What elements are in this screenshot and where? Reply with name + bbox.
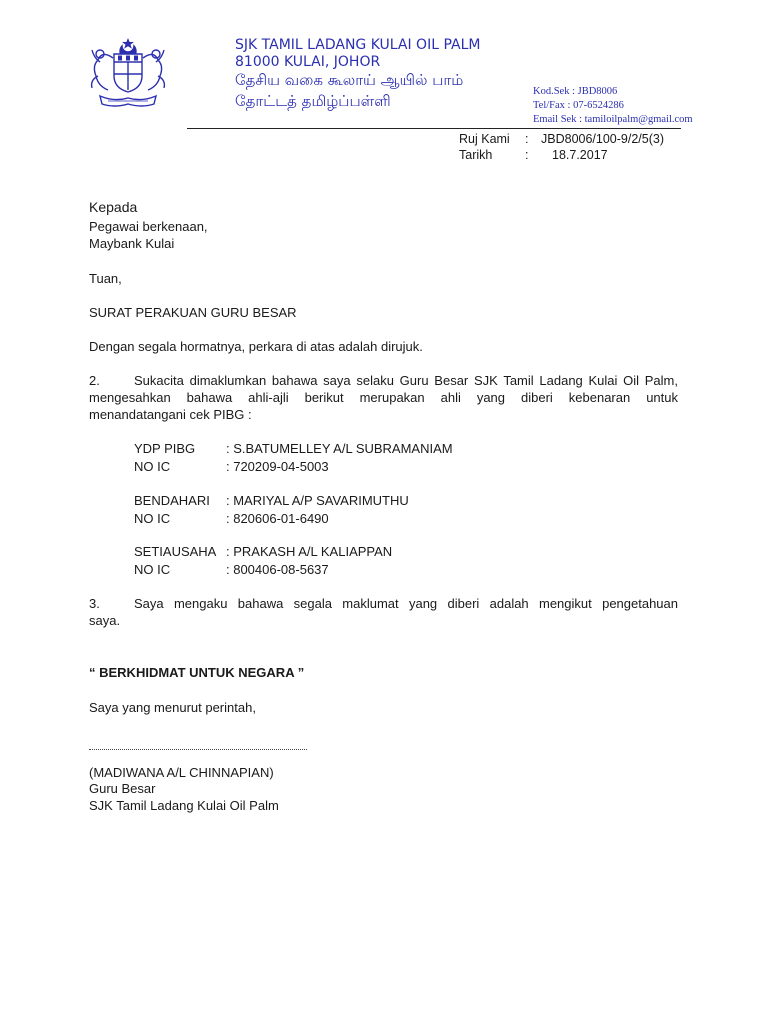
member-role: BENDAHARI (134, 493, 210, 508)
member-ydp (134, 440, 453, 476)
member-role: YDP PIBG (134, 441, 196, 456)
ruj-label: Ruj Kami (459, 132, 510, 146)
opening-line: Dengan segala hormatnya, perkara di atas adalah dirujuk. (89, 339, 423, 354)
member-setiausaha (134, 543, 392, 579)
member-ic-label: NO IC (134, 562, 171, 577)
para2-line3: menandatangani cek PIBG : (89, 407, 252, 422)
recipient-kepada: Kepada (89, 199, 138, 215)
salutation: Tuan, (89, 271, 122, 286)
member-ic: : 720209-04-5003 (226, 459, 329, 474)
signatory-name: (MADIWANA A/L CHINNAPIAN) (89, 765, 274, 780)
school-address: 81000 KULAI, JOHOR (235, 54, 381, 70)
school-name: SJK TAMIL LADANG KULAI OIL PALM (235, 37, 481, 53)
ruj-separator: : (525, 132, 529, 146)
signature-line (89, 749, 307, 750)
school-telfax: Tel/Fax : 07-6524286 (533, 100, 624, 111)
school-email: Email Sek : tamiloilpalm@gmail.com (533, 114, 693, 125)
para3-line2: saya. (89, 613, 121, 628)
member-ic: : 800406-08-5637 (226, 562, 329, 577)
school-code: Kod.Sek : JBD8006 (533, 86, 618, 97)
motto: “ BERKHIDMAT UNTUK NEGARA ” (89, 665, 305, 680)
paragraph-2 (89, 372, 678, 423)
member-name: : MARIYAL A/P SAVARIMUTHU (226, 493, 409, 508)
school-name-tamil-2: தோட்டத் தமிழ்ப்பள்ளி (235, 92, 391, 110)
member-bendahari (134, 492, 409, 528)
date-value: 18.7.2017 (552, 148, 608, 162)
letterhead-divider (187, 128, 681, 129)
member-name: : PRAKASH A/L KALIAPPAN (226, 544, 393, 559)
signatory-school: SJK Tamil Ladang Kulai Oil Palm (89, 798, 279, 813)
date-separator: : (525, 148, 529, 162)
member-ic-label: NO IC (134, 511, 171, 526)
member-name: : S.BATUMELLEY A/L SUBRAMANIAM (226, 441, 453, 456)
closing-line: Saya yang menurut perintah, (89, 700, 256, 715)
ruj-value: JBD8006/100-9/2/5(3) (541, 132, 664, 146)
member-role: SETIAUSAHA (134, 544, 217, 559)
letter-subject: SURAT PERAKUAN GURU BESAR (89, 305, 297, 320)
recipient-line2: Maybank Kulai (89, 236, 175, 251)
date-label: Tarikh (459, 148, 493, 162)
member-ic-label: NO IC (134, 459, 171, 474)
malaysia-coat-of-arms-icon (86, 36, 170, 108)
para2-line1: Sukacita dimaklumkan bahawa saya selaku Guru Besar SJK Tamil Ladang Kulai Oil Palm, (134, 373, 678, 388)
para3-number: 3. (89, 596, 100, 611)
school-name-tamil-1: தேசிய வகை கூலாய் ஆயில் பாம் (235, 71, 464, 89)
para2-number: 2. (89, 373, 100, 388)
para2-line2: mengesahkan bahawa ahli-ajli berikut merupakan ahli yang diberi kebenaran untuk (89, 390, 678, 405)
signatory-title: Guru Besar (89, 781, 156, 796)
paragraph-3 (89, 595, 678, 629)
recipient-line1: Pegawai berkenaan, (89, 219, 208, 234)
para3-line1: Saya mengaku bahawa segala maklumat yang diberi adalah mengikut pengetahuan (134, 596, 678, 611)
reference-date (459, 146, 608, 164)
member-ic: : 820606-01-6490 (226, 511, 329, 526)
